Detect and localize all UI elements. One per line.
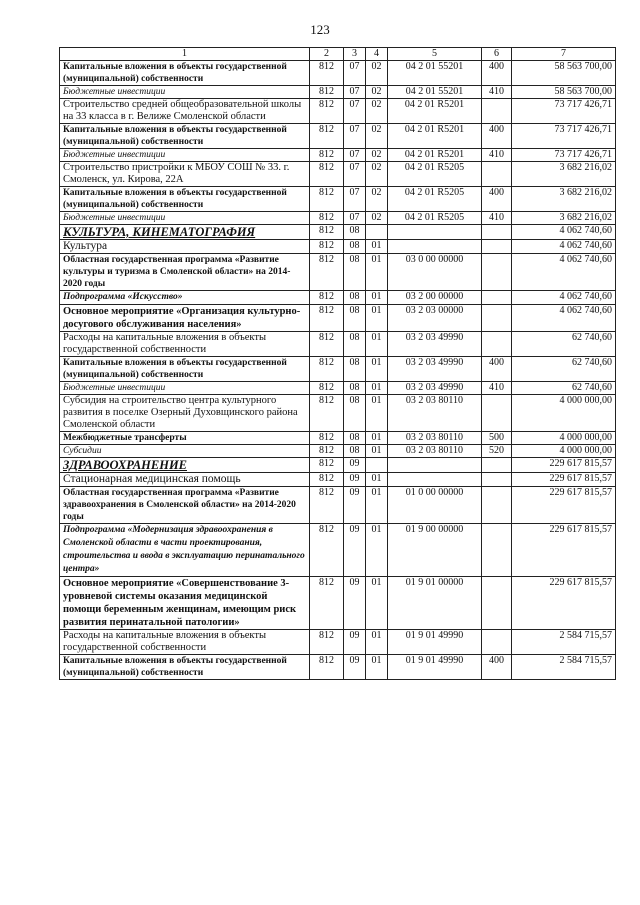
expense-type-cell: 400 [482,124,512,149]
amount-cell: 229 617 815,57 [512,473,616,487]
amount-cell: 62 740,60 [512,382,616,395]
admin-code-cell: 812 [310,225,344,240]
item-name-cell: Стационарная медицинская помощь [60,473,310,487]
expense-type-cell: 400 [482,357,512,382]
table-header-row [60,48,616,61]
expense-type-cell: 400 [482,61,512,86]
admin-code-cell: 812 [310,524,344,577]
admin-code-cell: 812 [310,332,344,357]
header-col-5: 5 [388,48,482,61]
target-code-cell: 01 9 01 49990 [388,630,482,655]
target-code-cell: 03 2 03 80110 [388,445,482,458]
amount-cell: 73 717 426,71 [512,124,616,149]
target-code-cell: 04 2 01 55201 [388,61,482,86]
table-row [60,382,616,395]
header-col-6: 6 [482,48,512,61]
admin-code-cell: 812 [310,291,344,305]
item-name-cell: Основное мероприятие «Организация культурно-досугового обслуживания населения» [60,305,310,332]
subsection-code-cell: 01 [366,473,388,487]
amount-cell: 3 682 216,02 [512,187,616,212]
table-row [60,445,616,458]
table-row [60,162,616,187]
section-code-cell: 09 [344,473,366,487]
subsection-code-cell: 01 [366,305,388,332]
subsection-code-cell: 01 [366,291,388,305]
admin-code-cell: 812 [310,630,344,655]
section-code-cell: 07 [344,162,366,187]
expense-type-cell [482,630,512,655]
table-row [60,99,616,124]
item-name-cell: Строительство пристройки к МБОУ СОШ № 33. г. Смоленск, ул. Кирова, 22А [60,162,310,187]
admin-code-cell: 812 [310,655,344,680]
table-row [60,124,616,149]
section-code-cell: 09 [344,577,366,630]
admin-code-cell: 812 [310,86,344,99]
table-row [60,524,616,577]
amount-cell: 73 717 426,71 [512,99,616,124]
target-code-cell: 01 9 01 00000 [388,577,482,630]
admin-code-cell: 812 [310,162,344,187]
section-code-cell: 07 [344,86,366,99]
amount-cell: 229 617 815,57 [512,458,616,473]
section-code-cell: 08 [344,395,366,432]
expense-type-cell [482,458,512,473]
subsection-code-cell: 02 [366,212,388,225]
expense-type-cell: 410 [482,86,512,99]
table-row [60,577,616,630]
table-row [60,149,616,162]
subsection-code-cell: 01 [366,357,388,382]
subsection-code-cell: 01 [366,577,388,630]
amount-cell: 62 740,60 [512,357,616,382]
table-row [60,240,616,254]
target-code-cell: 01 9 01 49990 [388,655,482,680]
target-code-cell: 04 2 01 55201 [388,86,482,99]
section-code-cell: 08 [344,240,366,254]
target-code-cell: 03 2 03 00000 [388,305,482,332]
amount-cell: 3 682 216,02 [512,212,616,225]
target-code-cell: 04 2 01 R5201 [388,124,482,149]
section-code-cell: 07 [344,61,366,86]
page-number: 123 [310,22,330,37]
target-code-cell: 01 9 00 00000 [388,524,482,577]
item-name-cell: Расходы на капитальные вложения в объекты государственной собственности [60,332,310,357]
item-name-cell: Капитальные вложения в объекты государственной (муниципальной) собственности [60,61,310,86]
target-code-cell: 04 2 01 R5201 [388,99,482,124]
item-name-cell: Строительство средней общеобразовательной школы на 33 класса в г. Велиже Смоленской области [60,99,310,124]
subsection-code-cell: 01 [366,240,388,254]
section-code-cell: 07 [344,124,366,149]
amount-cell: 4 062 740,60 [512,291,616,305]
header-col-4: 4 [366,48,388,61]
section-code-cell: 09 [344,458,366,473]
target-code-cell [388,225,482,240]
expense-type-cell: 410 [482,149,512,162]
table-row [60,212,616,225]
table-row [60,225,616,240]
subsection-code-cell: 01 [366,332,388,357]
table-row [60,86,616,99]
table-row [60,187,616,212]
expense-type-cell: 500 [482,432,512,445]
amount-cell: 4 000 000,00 [512,445,616,458]
subsection-code-cell: 01 [366,630,388,655]
table-row [60,305,616,332]
budget-table [59,47,616,680]
item-name-cell: Областная государственная программа «Развитие здравоохранения в Смоленской области» на 2014-2020 годы [60,487,310,524]
table-row [60,432,616,445]
expense-type-cell [482,487,512,524]
admin-code-cell: 812 [310,445,344,458]
section-code-cell: 08 [344,445,366,458]
expense-type-cell [482,577,512,630]
subsection-code-cell: 01 [366,445,388,458]
admin-code-cell: 812 [310,124,344,149]
table-row [60,254,616,291]
header-col-7: 7 [512,48,616,61]
item-name-cell: Межбюджетные трансферты [60,432,310,445]
item-name-cell: Расходы на капитальные вложения в объекты государственной собственности [60,630,310,655]
admin-code-cell: 812 [310,382,344,395]
admin-code-cell: 812 [310,458,344,473]
table-row [60,395,616,432]
table-row [60,291,616,305]
header-col-3: 3 [344,48,366,61]
item-name-cell: Капитальные вложения в объекты государственной (муниципальной) собственности [60,187,310,212]
amount-cell: 229 617 815,57 [512,487,616,524]
section-code-cell: 08 [344,225,366,240]
amount-cell: 58 563 700,00 [512,61,616,86]
item-name-cell: ЗДРАВООХРАНЕНИЕ [60,458,310,473]
table-row [60,458,616,473]
admin-code-cell: 812 [310,187,344,212]
subsection-code-cell: 02 [366,86,388,99]
item-name-cell: Основное мероприятие «Совершенствование 3-уровневой системы оказания медицинской помощи беременным женщинам, имеющим риск развития перинатальной патологии» [60,577,310,630]
subsection-code-cell: 01 [366,382,388,395]
item-name-cell: Капитальные вложения в объекты государственной (муниципальной) собственности [60,124,310,149]
admin-code-cell: 812 [310,149,344,162]
section-code-cell: 08 [344,332,366,357]
table-row [60,332,616,357]
expense-type-cell [482,99,512,124]
target-code-cell [388,240,482,254]
amount-cell: 4 062 740,60 [512,254,616,291]
target-code-cell: 04 2 01 R5205 [388,162,482,187]
subsection-code-cell: 02 [366,162,388,187]
target-code-cell [388,473,482,487]
subsection-code-cell: 02 [366,124,388,149]
item-name-cell: Бюджетные инвестиции [60,212,310,225]
subsection-code-cell [366,458,388,473]
subsection-code-cell: 02 [366,187,388,212]
expense-type-cell: 400 [482,187,512,212]
amount-cell: 4 062 740,60 [512,240,616,254]
subsection-code-cell: 01 [366,395,388,432]
expense-type-cell: 410 [482,212,512,225]
section-code-cell: 09 [344,487,366,524]
section-code-cell: 09 [344,655,366,680]
subsection-code-cell: 01 [366,655,388,680]
expense-type-cell [482,305,512,332]
section-code-cell: 08 [344,305,366,332]
admin-code-cell: 812 [310,212,344,225]
admin-code-cell: 812 [310,61,344,86]
amount-cell: 58 563 700,00 [512,86,616,99]
item-name-cell: Подпрограмма «Модернизация здравоохранения в Смоленской области в части проектирования, строительства и ввода в эксплуатацию перинатального центра» [60,524,310,577]
table-row [60,357,616,382]
admin-code-cell: 812 [310,473,344,487]
table-row [60,630,616,655]
admin-code-cell: 812 [310,487,344,524]
item-name-cell: КУЛЬТУРА, КИНЕМАТОГРАФИЯ [60,225,310,240]
target-code-cell: 03 0 00 00000 [388,254,482,291]
expense-type-cell: 400 [482,655,512,680]
item-name-cell: Капитальные вложения в объекты государственной (муниципальной) собственности [60,655,310,680]
expense-type-cell: 410 [482,382,512,395]
target-code-cell: 01 0 00 00000 [388,487,482,524]
section-code-cell: 08 [344,432,366,445]
amount-cell: 3 682 216,02 [512,162,616,187]
admin-code-cell: 812 [310,254,344,291]
target-code-cell: 03 2 03 80110 [388,395,482,432]
expense-type-cell [482,473,512,487]
amount-cell: 4 062 740,60 [512,305,616,332]
target-code-cell: 03 2 00 00000 [388,291,482,305]
subsection-code-cell: 02 [366,61,388,86]
section-code-cell: 07 [344,212,366,225]
subsection-code-cell: 02 [366,149,388,162]
item-name-cell: Капитальные вложения в объекты государственной (муниципальной) собственности [60,357,310,382]
amount-cell: 229 617 815,57 [512,577,616,630]
item-name-cell: Бюджетные инвестиции [60,86,310,99]
item-name-cell: Субсидии [60,445,310,458]
subsection-code-cell: 02 [366,99,388,124]
target-code-cell: 04 2 01 R5205 [388,212,482,225]
expense-type-cell [482,254,512,291]
table-row [60,473,616,487]
subsection-code-cell [366,225,388,240]
admin-code-cell: 812 [310,305,344,332]
table-row [60,655,616,680]
item-name-cell: Областная государственная программа «Развитие культуры и туризма в Смоленской области» на 2014-2020 годы [60,254,310,291]
admin-code-cell: 812 [310,99,344,124]
section-code-cell: 08 [344,291,366,305]
section-code-cell: 09 [344,630,366,655]
item-name-cell: Подпрограмма «Искусство» [60,291,310,305]
target-code-cell: 03 2 03 49990 [388,357,482,382]
expense-type-cell [482,524,512,577]
amount-cell: 4 000 000,00 [512,432,616,445]
amount-cell: 73 717 426,71 [512,149,616,162]
target-code-cell: 03 2 03 49990 [388,382,482,395]
target-code-cell: 03 2 03 49990 [388,332,482,357]
amount-cell: 4 000 000,00 [512,395,616,432]
admin-code-cell: 812 [310,240,344,254]
section-code-cell: 09 [344,524,366,577]
table-row [60,61,616,86]
amount-cell: 4 062 740,60 [512,225,616,240]
admin-code-cell: 812 [310,395,344,432]
admin-code-cell: 812 [310,577,344,630]
expense-type-cell [482,332,512,357]
amount-cell: 62 740,60 [512,332,616,357]
expense-type-cell [482,395,512,432]
expense-type-cell [482,291,512,305]
section-code-cell: 07 [344,99,366,124]
section-code-cell: 07 [344,187,366,212]
section-code-cell: 08 [344,357,366,382]
expense-type-cell [482,240,512,254]
item-name-cell: Бюджетные инвестиции [60,149,310,162]
section-code-cell: 07 [344,149,366,162]
target-code-cell: 03 2 03 80110 [388,432,482,445]
admin-code-cell: 812 [310,432,344,445]
section-code-cell: 08 [344,254,366,291]
target-code-cell [388,458,482,473]
subsection-code-cell: 01 [366,432,388,445]
subsection-code-cell: 01 [366,524,388,577]
section-code-cell: 08 [344,382,366,395]
subsection-code-cell: 01 [366,487,388,524]
amount-cell: 229 617 815,57 [512,524,616,577]
expense-type-cell [482,162,512,187]
target-code-cell: 04 2 01 R5201 [388,149,482,162]
item-name-cell: Бюджетные инвестиции [60,382,310,395]
table-row [60,487,616,524]
amount-cell: 2 584 715,57 [512,630,616,655]
header-col-2: 2 [310,48,344,61]
amount-cell: 2 584 715,57 [512,655,616,680]
expense-type-cell [482,225,512,240]
admin-code-cell: 812 [310,357,344,382]
expense-type-cell: 520 [482,445,512,458]
item-name-cell: Субсидия на строительство центра культурного развития в поселке Озерный Духовщинского района Смоленской области [60,395,310,432]
subsection-code-cell: 01 [366,254,388,291]
header-col-1: 1 [60,48,310,61]
target-code-cell: 04 2 01 R5205 [388,187,482,212]
item-name-cell: Культура [60,240,310,254]
